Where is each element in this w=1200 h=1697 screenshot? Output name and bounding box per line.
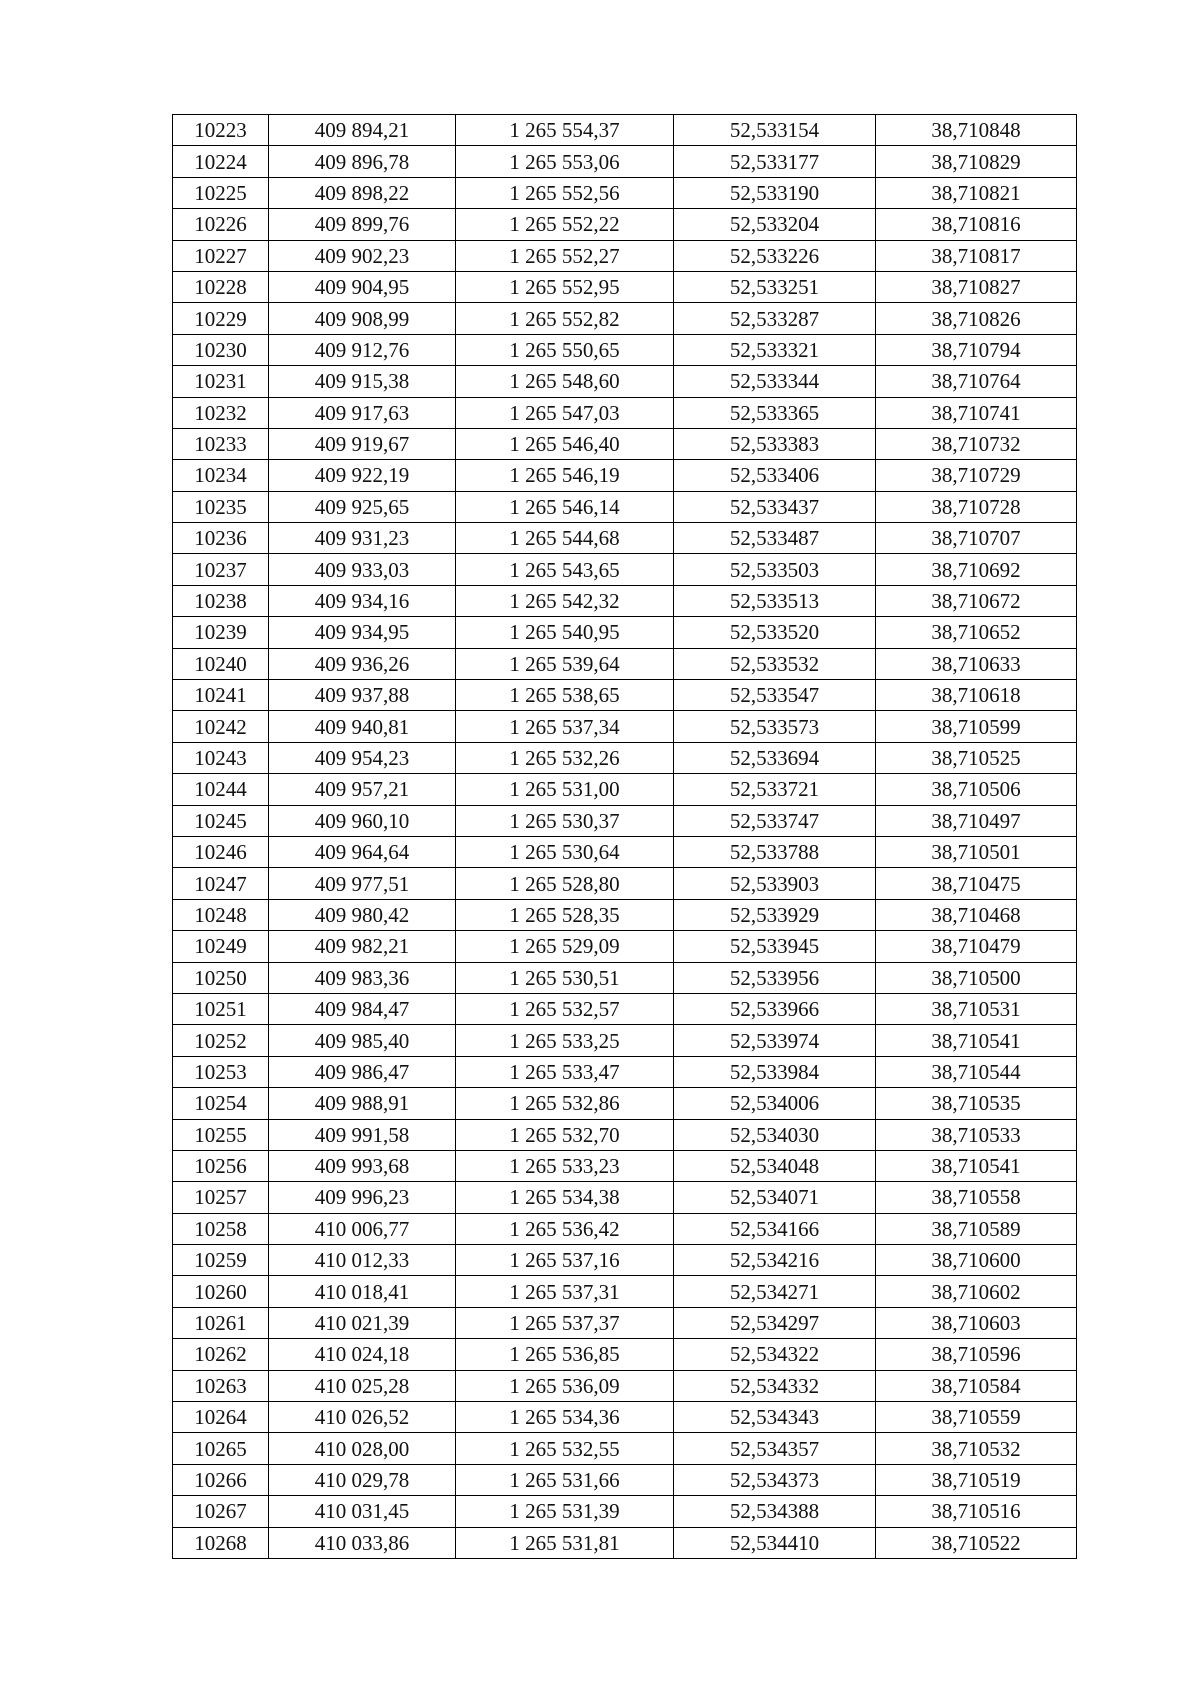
table-row [173,271,1077,302]
table-row [173,1119,1077,1150]
point-number-cell: 10245 [173,805,269,836]
longitude-cell: 38,710532 [876,1433,1077,1464]
table-row [173,962,1077,993]
table-row [173,805,1077,836]
latitude-cell: 52,534006 [674,1088,876,1119]
y-coordinate-cell: 1 265 553,06 [456,146,674,177]
longitude-cell: 38,710794 [876,334,1077,365]
table-row [173,774,1077,805]
point-number-cell: 10249 [173,931,269,962]
point-number-cell: 10239 [173,617,269,648]
x-coordinate-cell: 409 954,23 [269,742,456,773]
point-number-cell: 10228 [173,271,269,302]
table-row [173,491,1077,522]
x-coordinate-cell: 410 029,78 [269,1464,456,1495]
table-row [173,1182,1077,1213]
y-coordinate-cell: 1 265 552,82 [456,303,674,334]
longitude-cell: 38,710599 [876,711,1077,742]
y-coordinate-cell: 1 265 530,37 [456,805,674,836]
table-row [173,931,1077,962]
point-number-cell: 10234 [173,460,269,491]
y-coordinate-cell: 1 265 536,42 [456,1213,674,1244]
latitude-cell: 52,534216 [674,1245,876,1276]
x-coordinate-cell: 409 991,58 [269,1119,456,1150]
latitude-cell: 52,533154 [674,115,876,146]
latitude-cell: 52,533487 [674,523,876,554]
table-row [173,146,1077,177]
y-coordinate-cell: 1 265 552,56 [456,177,674,208]
longitude-cell: 38,710497 [876,805,1077,836]
point-number-cell: 10259 [173,1245,269,1276]
table-row [173,1402,1077,1433]
table-row [173,303,1077,334]
y-coordinate-cell: 1 265 534,36 [456,1402,674,1433]
y-coordinate-cell: 1 265 537,37 [456,1307,674,1338]
x-coordinate-cell: 410 028,00 [269,1433,456,1464]
longitude-cell: 38,710602 [876,1276,1077,1307]
x-coordinate-cell: 409 985,40 [269,1025,456,1056]
point-number-cell: 10233 [173,428,269,459]
table-row [173,554,1077,585]
x-coordinate-cell: 410 021,39 [269,1307,456,1338]
latitude-cell: 52,534048 [674,1150,876,1181]
longitude-cell: 38,710525 [876,742,1077,773]
point-number-cell: 10231 [173,366,269,397]
point-number-cell: 10232 [173,397,269,428]
point-number-cell: 10263 [173,1370,269,1401]
x-coordinate-cell: 409 937,88 [269,680,456,711]
longitude-cell: 38,710829 [876,146,1077,177]
latitude-cell: 52,533177 [674,146,876,177]
x-coordinate-cell: 409 986,47 [269,1056,456,1087]
point-number-cell: 10224 [173,146,269,177]
x-coordinate-cell: 409 960,10 [269,805,456,836]
y-coordinate-cell: 1 265 552,22 [456,209,674,240]
latitude-cell: 52,533966 [674,993,876,1024]
y-coordinate-cell: 1 265 536,09 [456,1370,674,1401]
point-number-cell: 10266 [173,1464,269,1495]
table-row [173,1496,1077,1527]
point-number-cell: 10242 [173,711,269,742]
longitude-cell: 38,710468 [876,899,1077,930]
longitude-cell: 38,710728 [876,491,1077,522]
point-number-cell: 10243 [173,742,269,773]
table-row [173,1370,1077,1401]
point-number-cell: 10225 [173,177,269,208]
longitude-cell: 38,710479 [876,931,1077,962]
y-coordinate-cell: 1 265 544,68 [456,523,674,554]
table-row [173,868,1077,899]
longitude-cell: 38,710533 [876,1119,1077,1150]
point-number-cell: 10223 [173,115,269,146]
point-number-cell: 10227 [173,240,269,271]
y-coordinate-cell: 1 265 537,31 [456,1276,674,1307]
latitude-cell: 52,533503 [674,554,876,585]
x-coordinate-cell: 409 980,42 [269,899,456,930]
longitude-cell: 38,710732 [876,428,1077,459]
longitude-cell: 38,710584 [876,1370,1077,1401]
longitude-cell: 38,710821 [876,177,1077,208]
table-row [173,711,1077,742]
latitude-cell: 52,534071 [674,1182,876,1213]
x-coordinate-cell: 410 012,33 [269,1245,456,1276]
x-coordinate-cell: 409 912,76 [269,334,456,365]
table-row [173,585,1077,616]
x-coordinate-cell: 409 922,19 [269,460,456,491]
y-coordinate-cell: 1 265 529,09 [456,931,674,962]
table-row [173,1339,1077,1370]
point-number-cell: 10264 [173,1402,269,1433]
point-number-cell: 10246 [173,836,269,867]
table-row [173,1433,1077,1464]
point-number-cell: 10248 [173,899,269,930]
x-coordinate-cell: 409 908,99 [269,303,456,334]
y-coordinate-cell: 1 265 531,39 [456,1496,674,1527]
y-coordinate-cell: 1 265 543,65 [456,554,674,585]
point-number-cell: 10236 [173,523,269,554]
table-row [173,334,1077,365]
x-coordinate-cell: 409 984,47 [269,993,456,1024]
latitude-cell: 52,533226 [674,240,876,271]
table-row [173,366,1077,397]
point-number-cell: 10230 [173,334,269,365]
longitude-cell: 38,710816 [876,209,1077,240]
y-coordinate-cell: 1 265 530,51 [456,962,674,993]
longitude-cell: 38,710522 [876,1527,1077,1558]
y-coordinate-cell: 1 265 550,65 [456,334,674,365]
table-row [173,899,1077,930]
table-row [173,115,1077,146]
table-row [173,1464,1077,1495]
y-coordinate-cell: 1 265 534,38 [456,1182,674,1213]
point-number-cell: 10268 [173,1527,269,1558]
table-row [173,1056,1077,1087]
longitude-cell: 38,710500 [876,962,1077,993]
longitude-cell: 38,710475 [876,868,1077,899]
y-coordinate-cell: 1 265 531,00 [456,774,674,805]
table-row [173,523,1077,554]
point-number-cell: 10253 [173,1056,269,1087]
longitude-cell: 38,710541 [876,1150,1077,1181]
x-coordinate-cell: 410 018,41 [269,1276,456,1307]
latitude-cell: 52,533903 [674,868,876,899]
y-coordinate-cell: 1 265 532,55 [456,1433,674,1464]
y-coordinate-cell: 1 265 552,27 [456,240,674,271]
point-number-cell: 10235 [173,491,269,522]
latitude-cell: 52,533788 [674,836,876,867]
y-coordinate-cell: 1 265 540,95 [456,617,674,648]
longitude-cell: 38,710848 [876,115,1077,146]
table-row [173,993,1077,1024]
longitude-cell: 38,710544 [876,1056,1077,1087]
longitude-cell: 38,710707 [876,523,1077,554]
latitude-cell: 52,533984 [674,1056,876,1087]
latitude-cell: 52,533287 [674,303,876,334]
latitude-cell: 52,533547 [674,680,876,711]
y-coordinate-cell: 1 265 533,47 [456,1056,674,1087]
table-row [173,648,1077,679]
table-row [173,836,1077,867]
longitude-cell: 38,710559 [876,1402,1077,1433]
y-coordinate-cell: 1 265 538,65 [456,680,674,711]
table-row [173,617,1077,648]
latitude-cell: 52,534271 [674,1276,876,1307]
table-row [173,742,1077,773]
table-row [173,428,1077,459]
y-coordinate-cell: 1 265 531,81 [456,1527,674,1558]
longitude-cell: 38,710600 [876,1245,1077,1276]
x-coordinate-cell: 410 033,86 [269,1527,456,1558]
longitude-cell: 38,710618 [876,680,1077,711]
latitude-cell: 52,533573 [674,711,876,742]
longitude-cell: 38,710729 [876,460,1077,491]
point-number-cell: 10237 [173,554,269,585]
x-coordinate-cell: 409 993,68 [269,1150,456,1181]
table-row [173,1527,1077,1558]
x-coordinate-cell: 409 898,22 [269,177,456,208]
table-row [173,1276,1077,1307]
point-number-cell: 10250 [173,962,269,993]
x-coordinate-cell: 409 940,81 [269,711,456,742]
y-coordinate-cell: 1 265 546,40 [456,428,674,459]
x-coordinate-cell: 409 915,38 [269,366,456,397]
x-coordinate-cell: 409 917,63 [269,397,456,428]
point-number-cell: 10258 [173,1213,269,1244]
longitude-cell: 38,710535 [876,1088,1077,1119]
table-row [173,177,1077,208]
point-number-cell: 10254 [173,1088,269,1119]
x-coordinate-cell: 409 996,23 [269,1182,456,1213]
point-number-cell: 10257 [173,1182,269,1213]
point-number-cell: 10241 [173,680,269,711]
x-coordinate-cell: 409 925,65 [269,491,456,522]
table-row [173,1213,1077,1244]
x-coordinate-cell: 409 936,26 [269,648,456,679]
x-coordinate-cell: 409 902,23 [269,240,456,271]
latitude-cell: 52,533365 [674,397,876,428]
y-coordinate-cell: 1 265 531,66 [456,1464,674,1495]
y-coordinate-cell: 1 265 532,70 [456,1119,674,1150]
y-coordinate-cell: 1 265 528,35 [456,899,674,930]
x-coordinate-cell: 409 894,21 [269,115,456,146]
latitude-cell: 52,533694 [674,742,876,773]
x-coordinate-cell: 409 904,95 [269,271,456,302]
x-coordinate-cell: 409 899,76 [269,209,456,240]
latitude-cell: 52,534332 [674,1370,876,1401]
latitude-cell: 52,533190 [674,177,876,208]
latitude-cell: 52,533532 [674,648,876,679]
table-row [173,1150,1077,1181]
y-coordinate-cell: 1 265 548,60 [456,366,674,397]
y-coordinate-cell: 1 265 537,34 [456,711,674,742]
y-coordinate-cell: 1 265 552,95 [456,271,674,302]
x-coordinate-cell: 409 957,21 [269,774,456,805]
x-coordinate-cell: 410 006,77 [269,1213,456,1244]
latitude-cell: 52,533251 [674,271,876,302]
point-number-cell: 10255 [173,1119,269,1150]
coordinate-table-body [173,115,1077,1559]
latitude-cell: 52,534357 [674,1433,876,1464]
latitude-cell: 52,533956 [674,962,876,993]
x-coordinate-cell: 409 896,78 [269,146,456,177]
latitude-cell: 52,533520 [674,617,876,648]
longitude-cell: 38,710827 [876,271,1077,302]
point-number-cell: 10256 [173,1150,269,1181]
latitude-cell: 52,534322 [674,1339,876,1370]
longitude-cell: 38,710741 [876,397,1077,428]
latitude-cell: 52,533721 [674,774,876,805]
y-coordinate-cell: 1 265 546,14 [456,491,674,522]
y-coordinate-cell: 1 265 532,57 [456,993,674,1024]
longitude-cell: 38,710501 [876,836,1077,867]
x-coordinate-cell: 410 024,18 [269,1339,456,1370]
longitude-cell: 38,710531 [876,993,1077,1024]
y-coordinate-cell: 1 265 533,23 [456,1150,674,1181]
table-row [173,1307,1077,1338]
point-number-cell: 10261 [173,1307,269,1338]
latitude-cell: 52,533974 [674,1025,876,1056]
x-coordinate-cell: 409 934,95 [269,617,456,648]
y-coordinate-cell: 1 265 547,03 [456,397,674,428]
point-number-cell: 10262 [173,1339,269,1370]
table-row [173,1088,1077,1119]
latitude-cell: 52,533945 [674,931,876,962]
x-coordinate-cell: 410 025,28 [269,1370,456,1401]
y-coordinate-cell: 1 265 532,26 [456,742,674,773]
point-number-cell: 10267 [173,1496,269,1527]
table-row [173,680,1077,711]
latitude-cell: 52,533383 [674,428,876,459]
table-row [173,1025,1077,1056]
y-coordinate-cell: 1 265 539,64 [456,648,674,679]
y-coordinate-cell: 1 265 546,19 [456,460,674,491]
y-coordinate-cell: 1 265 536,85 [456,1339,674,1370]
point-number-cell: 10238 [173,585,269,616]
longitude-cell: 38,710817 [876,240,1077,271]
longitude-cell: 38,710541 [876,1025,1077,1056]
longitude-cell: 38,710516 [876,1496,1077,1527]
table-row [173,1245,1077,1276]
longitude-cell: 38,710633 [876,648,1077,679]
longitude-cell: 38,710558 [876,1182,1077,1213]
x-coordinate-cell: 409 919,67 [269,428,456,459]
y-coordinate-cell: 1 265 537,16 [456,1245,674,1276]
table-row [173,209,1077,240]
longitude-cell: 38,710652 [876,617,1077,648]
latitude-cell: 52,534343 [674,1402,876,1433]
x-coordinate-cell: 409 933,03 [269,554,456,585]
longitude-cell: 38,710596 [876,1339,1077,1370]
coordinate-table [172,114,1077,1559]
x-coordinate-cell: 409 982,21 [269,931,456,962]
point-number-cell: 10247 [173,868,269,899]
longitude-cell: 38,710826 [876,303,1077,334]
longitude-cell: 38,710692 [876,554,1077,585]
y-coordinate-cell: 1 265 542,32 [456,585,674,616]
table-row [173,397,1077,428]
x-coordinate-cell: 409 988,91 [269,1088,456,1119]
point-number-cell: 10251 [173,993,269,1024]
latitude-cell: 52,533513 [674,585,876,616]
latitude-cell: 52,534030 [674,1119,876,1150]
x-coordinate-cell: 409 977,51 [269,868,456,899]
y-coordinate-cell: 1 265 528,80 [456,868,674,899]
point-number-cell: 10260 [173,1276,269,1307]
latitude-cell: 52,533406 [674,460,876,491]
latitude-cell: 52,533344 [674,366,876,397]
x-coordinate-cell: 409 934,16 [269,585,456,616]
table-row [173,460,1077,491]
x-coordinate-cell: 409 983,36 [269,962,456,993]
longitude-cell: 38,710603 [876,1307,1077,1338]
latitude-cell: 52,533747 [674,805,876,836]
point-number-cell: 10226 [173,209,269,240]
y-coordinate-cell: 1 265 533,25 [456,1025,674,1056]
longitude-cell: 38,710519 [876,1464,1077,1495]
x-coordinate-cell: 409 964,64 [269,836,456,867]
x-coordinate-cell: 410 026,52 [269,1402,456,1433]
latitude-cell: 52,534388 [674,1496,876,1527]
latitude-cell: 52,534373 [674,1464,876,1495]
longitude-cell: 38,710672 [876,585,1077,616]
latitude-cell: 52,533437 [674,491,876,522]
y-coordinate-cell: 1 265 554,37 [456,115,674,146]
latitude-cell: 52,534410 [674,1527,876,1558]
point-number-cell: 10252 [173,1025,269,1056]
point-number-cell: 10240 [173,648,269,679]
point-number-cell: 10229 [173,303,269,334]
point-number-cell: 10244 [173,774,269,805]
table-row [173,240,1077,271]
longitude-cell: 38,710506 [876,774,1077,805]
longitude-cell: 38,710589 [876,1213,1077,1244]
latitude-cell: 52,533204 [674,209,876,240]
x-coordinate-cell: 409 931,23 [269,523,456,554]
latitude-cell: 52,534297 [674,1307,876,1338]
latitude-cell: 52,533929 [674,899,876,930]
x-coordinate-cell: 410 031,45 [269,1496,456,1527]
latitude-cell: 52,534166 [674,1213,876,1244]
longitude-cell: 38,710764 [876,366,1077,397]
latitude-cell: 52,533321 [674,334,876,365]
y-coordinate-cell: 1 265 532,86 [456,1088,674,1119]
point-number-cell: 10265 [173,1433,269,1464]
y-coordinate-cell: 1 265 530,64 [456,836,674,867]
